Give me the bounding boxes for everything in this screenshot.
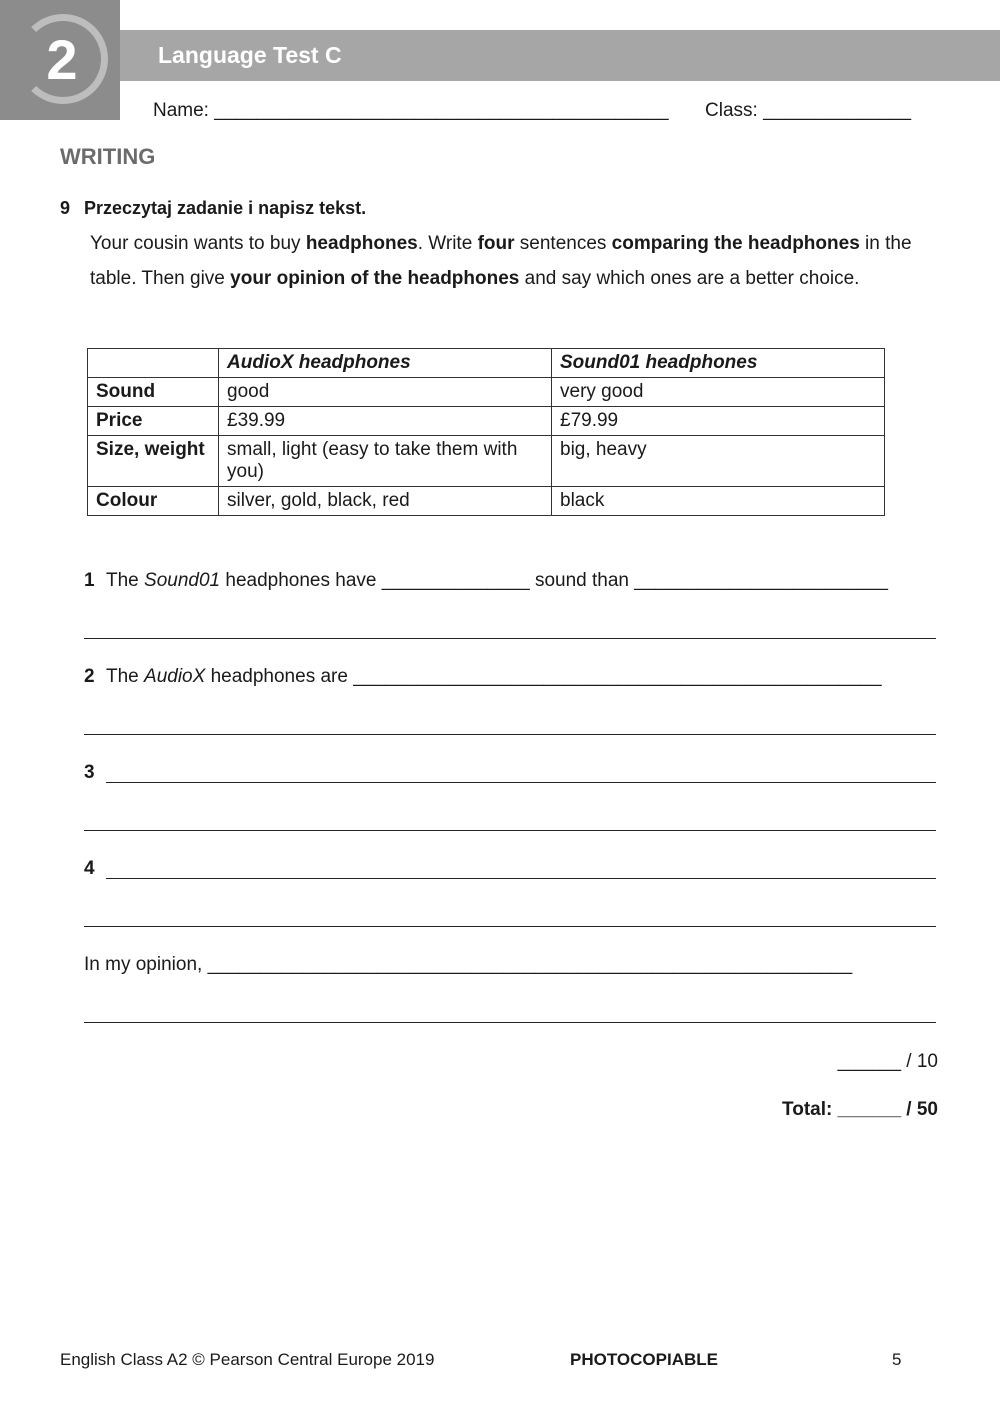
answer-2-line[interactable] <box>84 734 936 735</box>
row-label: Sound <box>88 378 219 407</box>
answer-4-line-1[interactable] <box>106 878 936 879</box>
page-number: 5 <box>892 1350 902 1369</box>
section-title: WRITING <box>60 144 156 169</box>
answer-number: 1 <box>84 570 95 591</box>
page-title: Language Test C <box>158 42 342 68</box>
opinion-label: In my opinion, <box>84 954 208 975</box>
answer-2: 2 The AudioX headphones are __________________________________________________ <box>84 666 882 687</box>
answer-3-line-2[interactable] <box>84 830 936 831</box>
table-cell: small, light (easy to take them with you) <box>219 436 552 487</box>
answer-1: 1 The Sound01 headphones have ______________ sound than ________________________ <box>84 570 888 591</box>
table-header-cell: AudioX headphones <box>219 349 552 378</box>
total-score <box>782 1099 938 1121</box>
comparison-table <box>87 348 885 516</box>
table-row <box>88 436 885 487</box>
answer-1-line[interactable] <box>84 638 936 639</box>
table-row <box>88 378 885 407</box>
answer-3-line-1[interactable] <box>106 782 936 783</box>
table-header-row <box>88 349 885 378</box>
answer-number: 2 <box>84 666 95 687</box>
unit-number: 2 <box>46 28 78 91</box>
name-label: Name: <box>153 100 209 121</box>
row-label: Price <box>88 407 219 436</box>
table-header-cell <box>88 349 219 378</box>
name-field[interactable]: ___________________________________________ <box>214 100 669 121</box>
answer-3 <box>84 761 106 785</box>
table-cell: £79.99 <box>552 407 885 436</box>
answer-number: 4 <box>84 858 95 879</box>
section-score-max: / 10 <box>906 1051 938 1072</box>
answer-4 <box>84 857 106 881</box>
opinion-blank[interactable]: _____________________________________________________________ <box>207 954 853 975</box>
task-instructions: Your cousin wants to buy headphones. Write four sentences comparing the headphones in the table. Then give your opinion of the headphones and say which ones are a better choice. <box>90 233 912 289</box>
answer-2-blank[interactable]: __________________________________________________ <box>353 666 882 687</box>
section-score-blank[interactable]: ______ <box>837 1051 902 1072</box>
footer-copyright: English Class A2 © Pearson Central Europe 2019 <box>60 1350 435 1369</box>
table-cell: good <box>219 378 552 407</box>
task-heading <box>60 198 366 219</box>
answer-1-blank-2[interactable]: ________________________ <box>634 570 888 591</box>
table-cell: silver, gold, black, red <box>219 487 552 516</box>
answer-4-line-2[interactable] <box>84 926 936 927</box>
table-header-cell: Sound01 headphones <box>552 349 885 378</box>
opinion-line <box>84 953 852 977</box>
opinion-line-2[interactable] <box>84 1022 936 1023</box>
table-cell: black <box>552 487 885 516</box>
table-cell: very good <box>552 378 885 407</box>
section-score <box>838 1051 938 1073</box>
row-label: Size, weight <box>88 436 219 487</box>
table-cell: £39.99 <box>219 407 552 436</box>
task-title: Przeczytaj zadanie i napisz tekst. <box>84 198 367 218</box>
name-line <box>153 100 669 122</box>
total-score-blank[interactable]: ______ <box>837 1099 902 1120</box>
task-number: 9 <box>60 198 71 218</box>
class-line <box>705 100 911 122</box>
total-label: Total: <box>782 1099 833 1120</box>
answer-number: 3 <box>84 762 95 783</box>
table-cell: big, heavy <box>552 436 885 487</box>
table-row <box>88 487 885 516</box>
class-field[interactable]: ______________ <box>763 100 912 121</box>
total-score-max: / 50 <box>906 1099 938 1120</box>
table-row <box>88 407 885 436</box>
answer-1-blank-1[interactable]: ______________ <box>381 570 530 591</box>
row-label: Colour <box>88 487 219 516</box>
class-label: Class: <box>705 100 758 121</box>
footer-photocopiable: PHOTOCOPIABLE <box>570 1350 718 1369</box>
